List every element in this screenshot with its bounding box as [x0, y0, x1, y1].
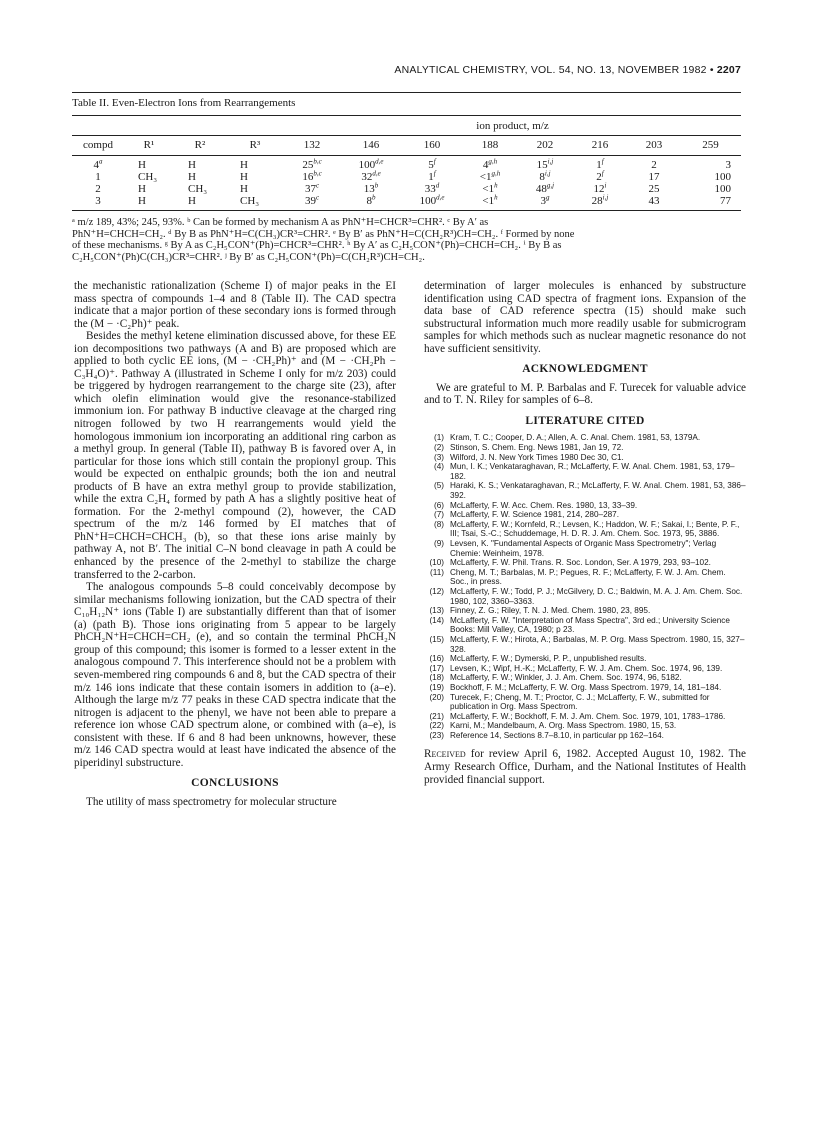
reference-item: [424, 481, 746, 500]
cell-value: 33: [424, 183, 436, 195]
table-cell: [226, 183, 284, 195]
table-cell: [572, 195, 628, 207]
reference-text: McLafferty, F. W.; Winkler, J. J. Am. Chem. Soc. 1974, 96, 5182.: [450, 673, 682, 683]
conclusions-paragraph: The utility of mass spectrometry for molecular structure: [86, 795, 337, 808]
reference-number: (4): [433, 462, 444, 472]
ion-product-header: [284, 116, 741, 136]
reference-number: (14): [429, 615, 444, 625]
reference-text: Levsen, K. "Fundamental Aspects of Organic Mass Spectrometry"; Verlag Chemie: Weinheim, 1978.: [450, 539, 717, 558]
reference-text: McLafferty, F. W. "Interpretation of Mass Spectra", 3rd ed.; University Science Books: Mill Valley, CA, 1980; p 23.: [450, 615, 730, 635]
table-row: [72, 195, 741, 207]
cell-value: 8: [539, 171, 545, 183]
table-cell: [628, 156, 680, 172]
cell-value: 16: [302, 171, 314, 183]
cell-value: 5: [428, 159, 434, 171]
received-label: Received: [424, 748, 466, 761]
cell-value: 13: [363, 183, 375, 195]
table-cell: [226, 156, 284, 172]
table-cell: [72, 156, 124, 172]
reference-text: Cheng, M. T.; Barbalas, M. P.; Pegues, R. F.; McLafferty, F. W. J. Am. Chem. Soc., in press.: [450, 567, 726, 587]
even-electron-ions-table: [72, 116, 741, 207]
cell-value: H: [138, 195, 146, 207]
column-header: compd: [83, 139, 113, 151]
reference-text: Mun, I. K.; Venkataraghavan, R.; McLafferty, F. W. Anal. Chem. 1981, 53, 179–182.: [450, 462, 735, 481]
table-body: [72, 156, 741, 208]
reference-number: (17): [429, 663, 444, 673]
table-cell: [174, 195, 226, 207]
reference-item: [424, 693, 746, 712]
reference-item: [424, 520, 746, 539]
reference-text: Turecek, F.; Cheng, M. T.; Proctor, C. J.; McLafferty, F. W., submitted for publication in Org. Mass Spectrom.: [450, 692, 710, 712]
reference-text: Bockhoff, F. M.; McLafferty, F. W. Org. Mass Spectrom. 1979, 14, 181–184.: [450, 682, 722, 692]
cell-footnote-marker: c: [315, 193, 320, 202]
table-title: Table II. Even-Electron Ions from Rearrangements: [72, 97, 296, 109]
cell-value: H: [240, 171, 248, 183]
cell-value: H: [188, 159, 196, 171]
reference-item: [424, 587, 746, 606]
conclusions-heading: CONCLUSIONS: [191, 777, 279, 790]
cell-value: H: [240, 183, 248, 195]
cell-value: 4: [482, 159, 489, 171]
footnote-line: ᵃ m/z 189, 43%; 245, 93%. ᵇ Can be formed by mechanism A as PhN⁺H=CHCR³=CHR². ᶜ By A′ as: [72, 217, 489, 228]
reference-text: Kram, T. C.; Cooper, D. A.; Allen, A. C. Anal. Chem. 1981, 53, 1379A.: [450, 433, 701, 443]
reference-number: (10): [429, 558, 444, 568]
cell-value: 17: [648, 171, 660, 183]
reference-text: McLafferty, F. W.; Bockhoff, F. M. J. Am. Chem. Soc. 1979, 101, 1783–1786.: [450, 711, 726, 721]
cell-value: 100: [358, 159, 376, 171]
cell-value: 8: [366, 195, 372, 207]
table-cell: [124, 171, 174, 183]
reference-item: [424, 501, 746, 511]
body-paragraph: determination of larger molecules is enhanced by substructure identification using CAD spectra of fragment ions. Expansion of the data base of CAD reference spectra (15) should make such substructural information much more readily usable for submicrogram samples for which methods such as nuclear magnetic resonance do not have sufficient sensitivity.: [424, 280, 746, 355]
reference-item: [424, 721, 746, 731]
table-cell: [340, 183, 402, 195]
column-header: 259: [702, 139, 719, 151]
table-cell: [124, 156, 174, 172]
table-cell: [628, 195, 680, 207]
header-separator: •: [709, 64, 714, 76]
table-cell: [462, 171, 518, 183]
table-cell: [462, 195, 518, 207]
reference-text: McLafferty, F. W.; Kornfeld, R.; Levsen, K.; Haddon, W. F.; Sakai, I.; Bente, P. F., III; Tsai, S.-C.; Schuddemage, H. D. R. J. Am. Chem. Soc. 1973, 95, 3886.: [450, 519, 740, 539]
cell-value: <1: [482, 183, 495, 195]
table-cell: [518, 195, 572, 207]
reference-list: [424, 433, 746, 740]
column-header: 203: [645, 139, 663, 151]
table-cell: [72, 183, 124, 195]
reference-item: [424, 606, 746, 616]
reference-number: (18): [429, 673, 444, 683]
reference-item: [424, 673, 746, 683]
table-cell: [340, 156, 402, 172]
reference-number: (2): [433, 443, 444, 453]
reference-text: Reference 14, Sections 8.7–8.10, in particular pp 162–164.: [450, 730, 664, 740]
reference-text: Karni, M.; Mandelbaum, A. Org. Mass Spectrom. 1980, 15, 53.: [450, 721, 677, 731]
cell-footnote-marker: c: [315, 181, 320, 190]
cell-footnote-marker: d,e: [375, 157, 384, 166]
cell-value: 12: [593, 183, 605, 195]
cell-value: H: [188, 195, 196, 207]
cell-footnote-marker: g: [546, 193, 550, 202]
reference-number: (19): [429, 682, 444, 692]
cell-value: 25: [302, 159, 314, 171]
body-paragraph: The analogous compounds 5–8 could conceivably decompose by similar mechanisms following ionization, but the CAD spectra of their C₁₀H₁₂N⁺ ions (Table I) are substantially different than that of isomer (a) (path B). Those ions originating from 5 appear to be largely PhCH₂N⁺H=CHCH=CH₂ (e), and so contain the terminal PhCH₂N group of this compound; this isomer is formed to a lesser extent in the analogous compound 7. This interference should not be a problem with seven-membered ring compounds 6 and 8, but the CAD spectra of their m/z 146 ions indicate that these contain isomers in addition to (a–e). Although the large m/z 77 peaks in these CAD spectra indicate that the nitrogen is adjacent to the phenyl, we have not been able to prepare a reference ion whose CAD spectrum alone, or combined with (a–e), is consistent with these. If 6 and 8 had been unknowns, however, these m/z 146 CAD spectra would at least have indicated the absence of the piperidinyl substructure.: [74, 581, 396, 769]
cell-footnote-marker: f: [601, 157, 604, 166]
right-column: [424, 280, 746, 786]
cell-value: H: [240, 159, 248, 171]
reference-text: McLafferty, F. W.; Hirota, A.; Barbalas, M. P. Org. Mass Spectrom. 1980, 15, 327–328.: [450, 634, 745, 654]
table-cell: [340, 171, 402, 183]
body-paragraph: Besides the methyl ketene elimination discussed above, for these EE ion decompositions two pathways (A and B) are proposed which are applied to both cyclic EE ions, (M − ·CH₂Ph)⁺ and (M − ·CH₂Ph − C₃H₄O)⁺. Pathway A (illustrated in Scheme I only for m/z 203) could be triggered by hydrogen rearrangement to the charge site (23), after which olefin elimination would give the resonance-stabilized immonium ion. For pathway B inductive cleavage at the charged ring nitrogen followed by two H rearrangements would yield the homologous immonium ion incorporating an additional ring carbon as a methyl group. In general (Table II), pathway B is favored over A, in particular for those ions which still contain the propionyl group. This would be expected on enthalpic grounds; both the ion and neutral products of B have an extra methyl group to provide stabilization, while the extra C₂H₄ formed by path A has a slightly positive heat of formation. For the 2-methyl compound (2), however, the CAD spectrum of the m/z 146 formed by EI matches that of PhN⁺H=CHCH=CHCH₃ (b), so that these ions arise mainly by pathway A, not B′. The initial C–N bond cleavage in path A could be enhanced by the presence of the 2-methyl to stabilize the charge transferred to the 2-carbon.: [74, 330, 396, 581]
table-cell: [518, 183, 572, 195]
reference-item: [424, 443, 746, 453]
body-paragraph: the mechanistic rationalization (Scheme I) of major peaks in the EI mass spectra of compounds 1–4 and 8 (Table II). The CAD spectra indicate that a major portion of these secondary ions is formed through the (M − ·C₂Ph)⁺ peak.: [74, 280, 396, 330]
cell-footnote-marker: f: [433, 157, 436, 166]
cell-value: 37: [304, 183, 316, 195]
table-cell: [680, 195, 741, 207]
reference-number: (11): [430, 567, 444, 577]
table-cell: [72, 171, 124, 183]
reference-number: (20): [429, 692, 444, 702]
cell-footnote-marker: g,j: [546, 181, 555, 190]
cell-value: 2: [95, 183, 101, 195]
bottom-rule: [72, 210, 741, 211]
table-cell: [284, 183, 340, 195]
reference-number: (7): [433, 510, 444, 520]
reference-item: [424, 453, 746, 463]
cell-value: 3: [725, 159, 731, 171]
cell-footnote-marker: d,e: [372, 169, 381, 178]
running-header: [394, 64, 741, 76]
cell-footnote-marker: b: [372, 193, 376, 202]
table-cell: [462, 183, 518, 195]
table-cell: [284, 156, 340, 172]
received-note: [424, 748, 746, 786]
cell-footnote-marker: b,c: [313, 157, 322, 166]
reference-number: (6): [433, 500, 444, 510]
cell-footnote-marker: g,h: [491, 169, 501, 178]
reference-item: [424, 539, 746, 558]
cell-value: H: [138, 159, 146, 171]
reference-text: Haraki, K. S.; Venkataraghavan, R.; McLafferty, F. W. Anal. Chem. 1981, 53, 386–392.: [450, 481, 746, 501]
table-cell: [402, 171, 462, 183]
top-rule: [72, 92, 741, 93]
footnote-line: C₂H₅CON⁺(Ph)C(CH₃)CR³=CHR². ʲ By B′ as C₂H₅CON⁺(Ph)=C(CH₂R³)CH=CH₂.: [72, 251, 425, 263]
cell-value: 25: [648, 183, 660, 195]
table-cell: [174, 156, 226, 172]
cell-value: 1: [596, 159, 602, 171]
cell-footnote-marker: i: [604, 181, 607, 190]
cell-value: 39: [304, 195, 316, 207]
cell-value: H: [138, 183, 146, 195]
column-header: 132: [303, 139, 321, 151]
reference-item: [424, 712, 746, 722]
footnote-line: PhN⁺H=CHCH=CH₂. ᵈ By B as PhN⁺H=C(CH₃)CR³=CHR². ᵉ By B′ as PhN⁺H=C(CH₂R³)CH=CH₂. ᶠ Formed by none: [72, 228, 575, 240]
reference-number: (22): [429, 721, 444, 731]
reference-item: [424, 462, 746, 481]
reference-text: McLafferty, F. W. Acc. Chem. Res. 1980, 13, 33–39.: [450, 500, 638, 510]
table-cell: [284, 171, 340, 183]
reference-number: (5): [433, 481, 444, 491]
reference-number: (12): [429, 586, 444, 596]
table-ii-block: [72, 92, 741, 263]
cell-footnote-marker: i,j: [602, 193, 609, 202]
table-cell: [226, 195, 284, 207]
cell-value: 1: [428, 171, 434, 183]
table-cell: [572, 183, 628, 195]
cell-value: 100: [714, 183, 731, 195]
cell-value: <1: [479, 171, 492, 183]
table-cell: [628, 183, 680, 195]
cell-footnote-marker: g,h: [488, 157, 498, 166]
cell-value: H: [188, 171, 196, 183]
reference-text: McLafferty, F. W.; Todd, P. J.; McGilvery, D. C.; Baldwin, M. A. J. Am. Chem. Soc. 1980, 102, 3360–3363.: [450, 586, 743, 606]
table-cell: [124, 183, 174, 195]
reference-item: [424, 510, 746, 520]
table-cell: [572, 171, 628, 183]
reference-number: (23): [429, 730, 444, 740]
reference-text: McLafferty, F. W. Phil. Trans. R. Soc. London, Ser. A 1979, 293, 93–102.: [450, 558, 711, 568]
reference-text: Wilford, J. N. New York Times 1980 Dec 30, C1.: [450, 452, 624, 462]
cell-value: CH₃: [138, 171, 158, 183]
table-footnotes: [72, 217, 741, 263]
cell-footnote-marker: h: [494, 193, 498, 202]
ion-product-label: ion product, m/z: [476, 120, 549, 132]
column-header: R¹: [143, 139, 155, 151]
reference-number: (8): [433, 519, 444, 529]
cell-footnote-marker: b,c: [313, 169, 322, 178]
column-header: 160: [423, 139, 441, 151]
cell-footnote-marker: d: [435, 181, 440, 190]
reference-number: (16): [429, 654, 444, 664]
reference-number: (21): [429, 711, 444, 721]
table-cell: [226, 171, 284, 183]
reference-item: [424, 635, 746, 654]
cell-value: CH₃: [240, 195, 260, 207]
reference-item: [424, 664, 746, 674]
table-cell: [402, 195, 462, 207]
cell-value: <1: [482, 195, 495, 207]
cell-footnote-marker: i,j: [544, 169, 551, 178]
column-header: 188: [481, 139, 499, 151]
table-cell: [174, 183, 226, 195]
reference-number: (3): [433, 452, 444, 462]
reference-text: Stinson, S. Chem. Eng. News 1981, Jan 19, 72.: [450, 443, 624, 453]
reference-text: McLafferty, F. W.; Dymerski, P. P., unpublished results.: [450, 654, 647, 664]
cell-value: 100: [714, 171, 731, 183]
left-column: [74, 280, 396, 808]
table-cell: [572, 156, 628, 172]
column-header: 216: [591, 139, 609, 151]
cell-value: 2: [651, 159, 657, 171]
cell-value: 28: [591, 195, 603, 207]
table-cell: [680, 183, 741, 195]
cell-footnote-marker: b: [374, 181, 379, 190]
reference-item: [424, 558, 746, 568]
table-row: [72, 183, 741, 195]
cell-footnote-marker: f: [433, 169, 436, 178]
table-row: [72, 171, 741, 183]
reference-item: [424, 433, 746, 443]
reference-number: (9): [433, 539, 444, 548]
cell-value: 2: [596, 171, 602, 183]
acknowledgment-paragraph: We are grateful to M. P. Barbalas and F. Turecek for valuable advice and to T. N. Riley for samples of 6–8.: [424, 381, 746, 407]
literature-cited-heading: LITERATURE CITED: [525, 414, 645, 427]
reference-item: [424, 731, 746, 741]
footnote-line: of these mechanisms. ᵍ By A as C₂H₅CON⁺(Ph)=CHCR³=CHR². ʰ By A′ as C₂H₅CON⁺(Ph)=CHCH=CH₂. ⁱ By B as: [72, 240, 562, 251]
cell-value: 32: [361, 171, 373, 183]
reference-number: (13): [429, 606, 444, 616]
table-cell: [72, 195, 124, 207]
cell-footnote-marker: i,j: [547, 157, 554, 166]
cell-value: 15: [536, 159, 548, 171]
column-header: 146: [362, 139, 380, 151]
table-cell: [340, 195, 402, 207]
table-cell: [462, 156, 518, 172]
reference-text: McLafferty, F. W. Science 1981, 214, 280–287.: [450, 510, 620, 520]
reference-item: [424, 616, 746, 635]
column-header: 202: [536, 139, 554, 151]
table-cell: [402, 183, 462, 195]
column-header: R²: [194, 139, 206, 151]
table-cell: [284, 195, 340, 207]
table-cell: [402, 156, 462, 172]
table-cell: [174, 171, 226, 183]
cell-footnote-marker: f: [601, 169, 604, 178]
cell-value: 1: [95, 171, 101, 183]
cell-value: 4: [93, 159, 99, 171]
reference-item: [424, 568, 746, 587]
acknowledgment-heading: ACKNOWLEDGMENT: [522, 363, 648, 376]
table-cell: [628, 171, 680, 183]
table-cell: [680, 156, 741, 172]
reference-number: (1): [433, 433, 444, 443]
cell-value: 43: [648, 195, 660, 207]
cell-footnote-marker: d,e: [436, 193, 445, 202]
cell-value: 3: [95, 195, 101, 207]
received-text: for review April 6, 1982. Accepted August 10, 1982. The Army Research Office, Durham, and the National Institutes of Health provided financial support.: [424, 748, 746, 786]
cell-value: 3: [540, 195, 546, 207]
cell-value: 77: [720, 195, 731, 207]
column-header: R³: [249, 139, 261, 151]
reference-text: Levsen, K.; Wipf, H.-K.; McLafferty, F. W. J. Am. Chem. Soc. 1974, 96, 139.: [450, 663, 723, 673]
page-number: 2207: [716, 64, 741, 76]
reference-text: Finney, Z. G.; Riley, T. N. J. Med. Chem. 1980, 23, 895.: [450, 606, 651, 616]
reference-number: (15): [429, 634, 444, 644]
table-cell: [124, 195, 174, 207]
journal-citation: ANALYTICAL CHEMISTRY, VOL. 54, NO. 13, NOVEMBER 1982: [394, 64, 707, 76]
table-cell: [518, 171, 572, 183]
reference-item: [424, 654, 746, 664]
cell-footnote-marker: h: [494, 181, 498, 190]
cell-value: 100: [419, 195, 437, 207]
cell-value: 48: [535, 183, 547, 195]
reference-item: [424, 683, 746, 693]
table-cell: [680, 171, 741, 183]
table-row: [72, 156, 741, 172]
cell-value: CH₃: [188, 183, 208, 195]
cell-footnote-marker: a: [99, 157, 103, 166]
